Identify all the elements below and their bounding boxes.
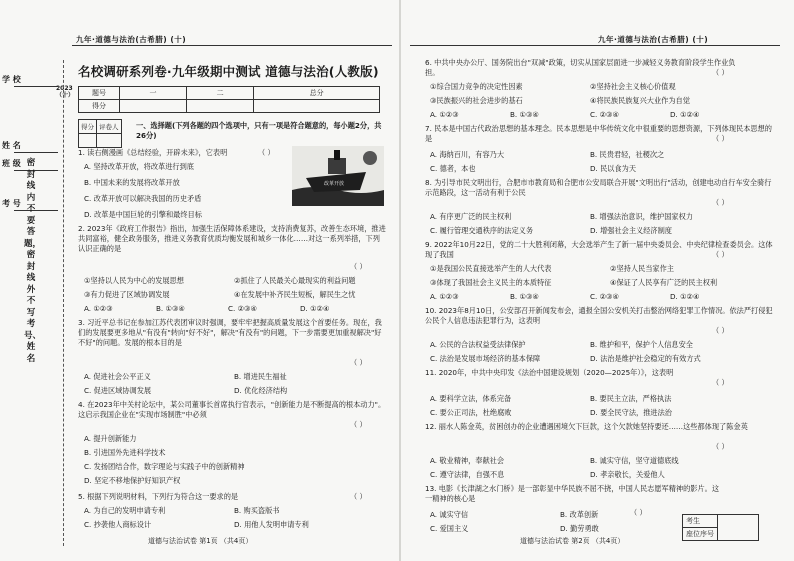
grader-name-label: 评卷人 (97, 120, 122, 134)
school-label: 学 校 (2, 75, 21, 84)
q1-answer-paren[interactable]: （ ） (258, 148, 275, 157)
q10-stem: 10. 2023年8月10日，公安部召开新闻发布会，通报全国公安机关打击整治网络犯罪工作情况。依法严打侵犯公民个人信息违法犯罪行为，这表明 (425, 306, 773, 325)
binding-strip (0, 60, 75, 550)
name-label: 姓 名 (2, 141, 21, 150)
q11-answer-paren[interactable]: （ ） (712, 378, 729, 387)
grader-score-cell[interactable] (79, 134, 97, 148)
q2-statement-3: ③有力促进了区域协调发展 (84, 290, 170, 299)
q3-option-d: D. 优化经济结构 (234, 386, 288, 395)
score-cell-1[interactable] (120, 100, 187, 113)
q9-statement-3: ③体现了我国社会主义民主的本质特征 (430, 278, 552, 287)
score-cell-total[interactable] (254, 100, 380, 113)
q5-answer-paren[interactable]: （ ） (350, 492, 367, 501)
q12-option-d: D. 孝亲敬长，关爱他人 (590, 470, 665, 479)
q2-statement-4: ④在发展中补齐民生短板，解民生之忧 (234, 290, 356, 299)
left-header-rule (72, 45, 392, 46)
q6-statement-4: ④将民族民族复兴大业作为自觉 (590, 96, 690, 105)
q9-answer-paren[interactable]: （ ） (712, 250, 729, 259)
q12-option-a: A. 敬业精神，奉献社会 (430, 456, 505, 465)
seat-label-1: 考生 (683, 515, 718, 528)
q2-stem: 2. 2023年《政府工作报告》指出，加强生活保障体系建设，支持消费复苏，改善生态环境，推进共同富裕，健全政务服务，推进义务教育优质均衡发展和城乡一体化……对这一系列举措，下列认识正确的是 (78, 224, 386, 253)
year-mark: 2023（十） (56, 85, 75, 99)
left-page-header: 九年·道德与法治(古希腊) (十) (76, 35, 187, 44)
seat-number-cell[interactable] (718, 515, 759, 541)
q9-stem: 9. 2022年10月22日，党的二十大胜利闭幕，大会选举产生了新一届中央委员会、中央纪律检查委员会。这体现了我国 (425, 240, 773, 259)
q6-choice-b: B. ①③④ (510, 110, 539, 119)
q11-option-b: B. 要民主立法，严格执法 (590, 394, 672, 403)
q12-answer-paren[interactable]: （ ） (712, 442, 729, 451)
right-page-header: 九年·道德与法治(古希腊) (十) (598, 35, 709, 44)
q7-answer-paren[interactable]: （ ） (712, 134, 729, 143)
q9-choice-b: B. ①③④ (510, 292, 539, 301)
page-fold (399, 0, 401, 561)
q4-answer-paren[interactable]: （ ） (350, 420, 367, 429)
q5-option-b: B. 购买盗版书 (234, 506, 280, 515)
q4-option-d: D. 坚定不移地保护好知识产权 (84, 476, 181, 485)
q10-option-a: A. 公民的合法权益受法律保护 (430, 340, 526, 349)
section1-heading: 一、选择题(下列各题的四个选项中，只有一项是符合题意的，每小题2分，共26分) (136, 121, 382, 140)
q5-option-a: A. 为自己的发明申请专利 (84, 506, 166, 515)
q4-option-c: C. 发扬团结合作，数字理论与实践子中的创新精神 (84, 462, 245, 471)
q3-stem: 3. 习近平总书记在参加江苏代表团审议时强调，要牢牢把握高质量发展这个首要任务。现在，我们的发展要更多地从"有没有"转向"好不好"，解决"有没有"的问题，下一步需要更加重视解决"好不好"的问题。发展的根本目的是 (78, 318, 382, 347)
q11-option-a: A. 要科学立法，体系完备 (430, 394, 512, 403)
exam-number-label: 考 号 (2, 199, 21, 208)
q11-stem: 11. 2020年，中共中央印发《法治中国建设规划（2020—2025年）》，这表明 (425, 368, 674, 377)
seat-number-box (682, 514, 759, 541)
q9-choice-d: D. ①②④ (670, 292, 700, 301)
q4-option-b: B. 引进国外先进科学技术 (84, 448, 166, 457)
q8-option-a: A. 有序更广泛的民主权利 (430, 212, 512, 221)
q3-option-b: B. 增进民生福祉 (234, 372, 287, 381)
q13-option-a: A. 诚实守信 (430, 510, 469, 519)
q8-answer-paren[interactable]: （ ） (712, 198, 729, 207)
q7-stem: 7. 民本是中国古代政治思想的基本理念。民本思想是中华传统文化中很重要的思想资源，下列体现民本思想的是 (425, 124, 772, 143)
right-header-rule (410, 45, 780, 46)
q12-stem: 12. 丽水人陈金英，贫困创办的企业遭遇困境欠下巨款，这个欠款她坚持要还……这些都体现了陈金英 (425, 422, 748, 431)
seal-line-text: 密封线内不要答题，密封线外不写考号、姓名 (24, 158, 42, 364)
score-header-number: 题号 (79, 87, 120, 100)
q2-choice-b: B. ①③④ (156, 304, 185, 313)
q8-option-d: D. 增强社会主义经济制度 (590, 226, 672, 235)
q7-option-d: D. 民以食为天 (590, 164, 637, 173)
q10-option-d: D. 法治是维护社会稳定的有效方式 (590, 354, 701, 363)
cartoon-ship-funnel (334, 150, 340, 160)
q3-option-a: A. 促进社会公平正义 (84, 372, 151, 381)
q5-option-c: C. 抄袭他人商标设计 (84, 520, 152, 529)
name-line (14, 152, 58, 153)
q7-option-a: A. 海纳百川，有容乃大 (430, 150, 505, 159)
q9-choice-a: A. ①②③ (430, 292, 459, 301)
q2-answer-paren[interactable]: （ ） (350, 262, 367, 271)
exam-title: 名校调研系列卷·九年级期中测试 道德与法治(人教版) (78, 64, 379, 79)
q8-option-b: B. 增强法治意识，维护国家权力 (590, 212, 693, 221)
q4-option-a: A. 提升创新能力 (84, 434, 137, 443)
score-row-label: 得分 (79, 100, 120, 113)
grader-score-label: 得分 (79, 120, 97, 134)
q9-statement-2: ②坚持人民当家作主 (610, 264, 674, 273)
q5-stem: 5. 根据下列说明材料，下列行为符合这一要求的是 (78, 492, 239, 501)
school-line (14, 86, 58, 87)
q6-choice-c: C. ②③④ (590, 110, 619, 119)
q2-statement-1: ①坚持以人民为中心的发展思想 (84, 276, 184, 285)
q10-option-b: B. 维护和平，保护个人信息安全 (590, 340, 693, 349)
q13-option-c: C. 爱国主义 (430, 524, 469, 533)
q3-option-c: C. 促进区域协调发展 (84, 386, 152, 395)
score-header-2: 二 (187, 87, 254, 100)
q3-answer-paren[interactable]: （ ） (350, 358, 367, 367)
q2-choice-d: D. ①②④ (300, 304, 330, 313)
q11-option-d: D. 要全民守法，推进法治 (590, 408, 672, 417)
q2-choice-a: A. ①②③ (84, 304, 113, 313)
right-page-footer: 道德与法治试卷 第2页 （共4页） (520, 537, 625, 545)
score-cell-2[interactable] (187, 100, 254, 113)
q1-option-d: D. 改革是中国巨轮的引擎和最终目标 (84, 210, 202, 219)
q1-option-b: B. 中国未来的发展将改革开放 (84, 178, 180, 187)
q2-statement-2: ②抓住了人民最关心最现实的利益问题 (234, 276, 356, 285)
grader-name-cell[interactable] (97, 134, 122, 148)
q11-option-c: C. 要公正司法，杜绝腐败 (430, 408, 512, 417)
q8-stem: 8. 为引导市民文明出行，合肥市市教育局和合肥市公安局联合开展"文明出行"活动，创建电动自行车安全骑行示范路段，这一活动有利于公民 (425, 178, 772, 197)
q6-statement-3: ③民族振兴的社会进步的基石 (430, 96, 523, 105)
q6-choice-a: A. ①②③ (430, 110, 459, 119)
q10-option-c: C. 法治是发展市场经济的基本保障 (430, 354, 541, 363)
q2-choice-c: C. ②③④ (228, 304, 257, 313)
q13-answer-paren[interactable]: （ ） (630, 508, 647, 517)
class-label: 班 级 (2, 159, 21, 168)
q6-choice-d: D. ①②④ (670, 110, 700, 119)
grader-table (78, 119, 122, 148)
q10-answer-paren[interactable]: （ ） (712, 326, 729, 335)
cartoon-sun (363, 151, 377, 165)
seal-dashed-line (63, 60, 64, 546)
q5-option-d: D. 用他人发明申请专利 (234, 520, 309, 529)
q7-option-b: B. 民贵君轻，社稷次之 (590, 150, 665, 159)
q6-statement-1: ①综合国力竞争的决定性因素 (430, 82, 523, 91)
q9-statement-1: ①是我国公民直接选举产生的人大代表 (430, 264, 552, 273)
score-header-1: 一 (120, 87, 187, 100)
q13-stem: 13. 电影《长津湖之水门桥》是一部彰显中华民族不屈不挠，中国人民志愿军精神的影片。这一精神的核心是 (425, 484, 720, 503)
q9-statement-4: ④保证了人民享有广泛的民主权利 (610, 278, 718, 287)
q1-option-a: A. 坚持改革开放，将改革进行到底 (84, 162, 194, 171)
q6-statement-2: ②坚持社会主义核心价值观 (590, 82, 676, 91)
q12-option-b: B. 诚实守信，坚守道德底线 (590, 456, 679, 465)
q13-option-d: D. 勤劳勇敢 (560, 524, 599, 533)
q9-choice-c: C. ②③④ (590, 292, 619, 301)
left-page-footer: 道德与法治试卷 第1页 （共4页） (148, 537, 253, 545)
q7-option-c: C. 德者，本也 (430, 164, 476, 173)
q12-option-c: C. 遵守法律，自强不息 (430, 470, 505, 479)
cartoon-hull-label: 改革开放 (324, 181, 345, 187)
ship-cartoon (292, 146, 384, 206)
q1-stem: 1. 读右侧漫画《总结经验，开辟未来》，它表明 (78, 148, 228, 157)
q13-option-b: B. 改革创新 (560, 510, 599, 519)
score-header-total: 总分 (254, 87, 380, 100)
q1-option-c: C. 改革开放可以解决我国的历史矛盾 (84, 194, 202, 203)
q6-answer-paren[interactable]: （ ） (712, 68, 729, 77)
q4-stem: 4. 在2023年中关村论坛中，某公司董事长首席执行官表示，"创新能力是不断提高的根本动力"。这启示我国企业在"实现市场制胜"中必须 (78, 400, 386, 419)
cartoon-ship-cabin (328, 158, 346, 174)
q6-stem: 6. 中共中央办公厅、国务院出台"双减"政策，切实从国家层面进一步减轻义务教育阶段学生作业负担。 (425, 58, 736, 77)
score-table (78, 86, 380, 113)
seat-label-2: 座位序号 (683, 528, 718, 541)
q8-option-c: C. 履行管理交通秩序的法定义务 (430, 226, 534, 235)
